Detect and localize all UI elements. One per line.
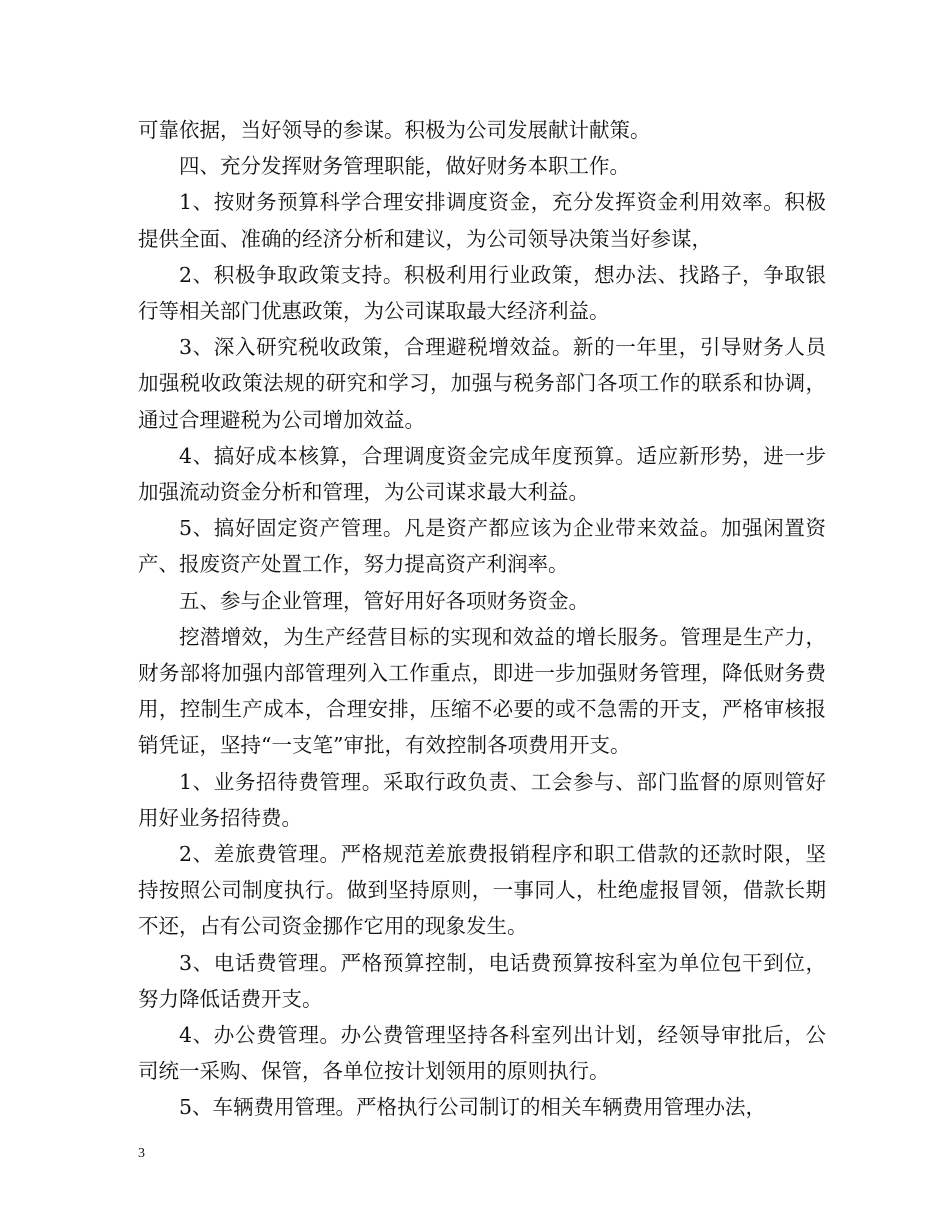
paragraph-1: 可靠依据，当好领导的参谋。积极为公司发展献计献策。 <box>138 118 651 142</box>
paragraph-13: 4、办公费管理。办公费管理坚持各科室列出计划，经领导审批后，公司统一采购、保管，各单位按计划领用的原则执行。 <box>138 1023 826 1084</box>
paragraph-7: 5、搞好固定资产管理。凡是资产都应该为企业带来效益。加强闲置资产、报废资产处置工作，努力提高资产利润率。 <box>138 516 826 577</box>
section-heading-5: 五、参与企业管理，管好用好各项财务资金。 <box>179 588 589 613</box>
paragraph-4: 2、积极争取政策支持。积极利用行业政策，想办法、找路子，争取银行等相关部门优惠政策，为公司谋取最大经济利益。 <box>138 262 826 324</box>
paragraph-3: 1、按财务预算科学合理安排调度资金，充分发挥资金利用效率。积极提供全面、准确的经济分析和建议，为公司领导决策当好参谋， <box>138 190 826 251</box>
page-number: 3 <box>138 1146 145 1161</box>
paragraph-6: 4、搞好成本核算，合理调度资金完成年度预算。适应新形势，进一步加强流动资金分析和管理，为公司谋求最大利益。 <box>138 443 826 505</box>
paragraph-10: 1、业务招待费管理。采取行政负责、工会参与、部门监督的原则管好用好业务招待费。 <box>138 769 826 830</box>
document-body <box>138 112 826 1126</box>
paragraph-9: 挖潜增效，为生产经营目标的实现和效益的增长服务。管理是生产力，财务部将加强内部管理列入工作重点，即进一步加强财务管理，降低财务费用，控制生产成本，合理安排，压缩不必要的或不急需的开支，严格审核报销凭证，坚持“一支笔”审批，有效控制各项费用开支。 <box>138 624 826 758</box>
paragraph-11: 2、差旅费管理。严格规范差旅费报销程序和职工借款的还款时限，坚持按照公司制度执行。做到坚持原则，一事同人，杜绝虚报冒领，借款长期不还，占有公司资金挪作它用的现象发生。 <box>138 842 826 939</box>
paragraph-14: 5、车辆费用管理。严格执行公司制订的相关车辆费用管理办法， <box>179 1095 767 1120</box>
section-heading-4: 四、充分发挥财务管理职能，做好财务本职工作。 <box>179 154 630 179</box>
paragraph-5: 3、深入研究税收政策，合理避税增效益。新的一年里，引导财务人员加强税收政策法规的研究和学习，加强与税务部门各项工作的联系和协调，通过合理避税为公司增加效益。 <box>138 335 826 432</box>
paragraph-12: 3、电话费管理。严格预算控制，电话费预算按科室为单位包干到位，努力降低话费开支。 <box>138 950 826 1011</box>
